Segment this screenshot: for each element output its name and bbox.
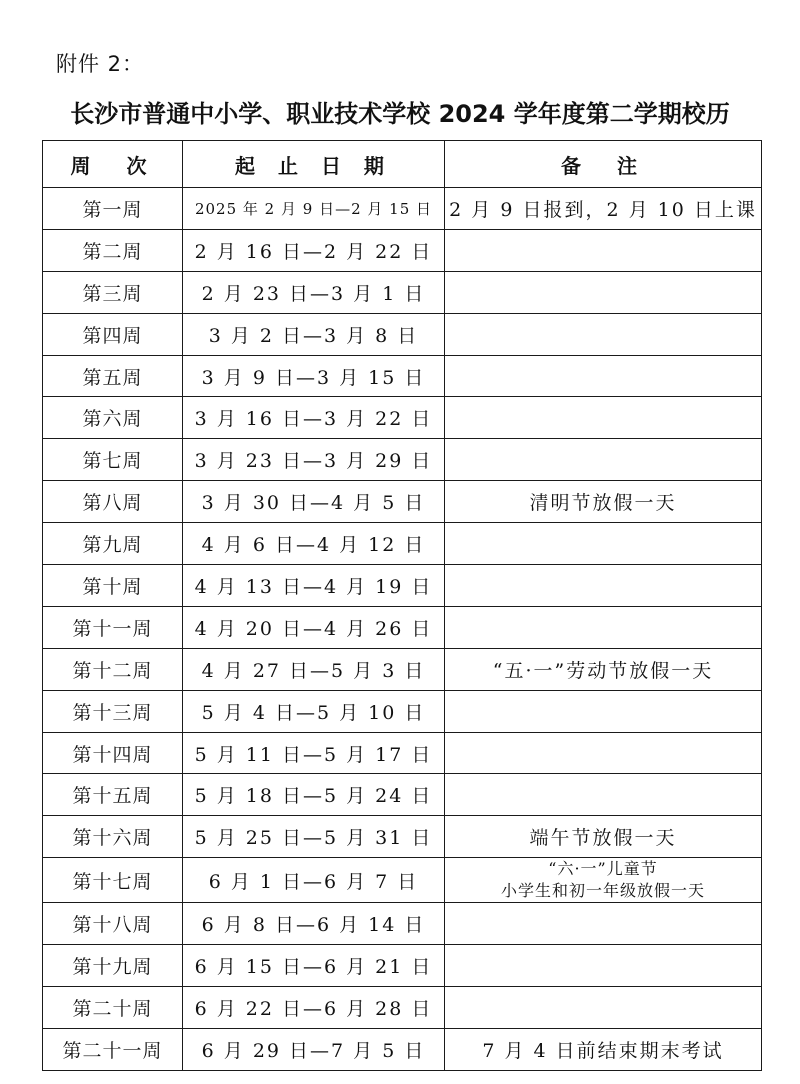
- note-cell: [445, 732, 762, 774]
- week-cell: 第十三周: [43, 690, 183, 732]
- week-cell: 第十八周: [43, 903, 183, 945]
- week-cell: 第六周: [43, 397, 183, 439]
- dates-cell: 6 月 15 日—6 月 21 日: [183, 945, 445, 987]
- table-row: [43, 565, 762, 607]
- dates-cell: 4 月 13 日—4 月 19 日: [183, 565, 445, 607]
- note-cell: “五·一”劳动节放假一天: [445, 648, 762, 690]
- week-cell: 第十二周: [43, 648, 183, 690]
- dates-cell: 3 月 30 日—4 月 5 日: [183, 481, 445, 523]
- dates-cell: 3 月 23 日—3 月 29 日: [183, 439, 445, 481]
- week-cell: 第三周: [43, 271, 183, 313]
- note-cell: 7 月 4 日前结束期末考试: [445, 1028, 762, 1070]
- dates-cell: 2 月 16 日—2 月 22 日: [183, 229, 445, 271]
- note-cell: [445, 313, 762, 355]
- note-line: “六·一”儿童节: [548, 859, 658, 879]
- dates-cell: 2 月 23 日—3 月 1 日: [183, 271, 445, 313]
- week-cell: 第二周: [43, 229, 183, 271]
- table-row: [43, 481, 762, 523]
- dates-cell: 6 月 29 日—7 月 5 日: [183, 1028, 445, 1070]
- week-cell: 第十五周: [43, 774, 183, 816]
- dates-cell: 5 月 18 日—5 月 24 日: [183, 774, 445, 816]
- table-row: [43, 271, 762, 313]
- table-row: [43, 188, 762, 230]
- dates-cell: 6 月 8 日—6 月 14 日: [183, 903, 445, 945]
- note-cell: [445, 690, 762, 732]
- week-cell: 第十一周: [43, 606, 183, 648]
- table-row: [43, 648, 762, 690]
- note-cell: [445, 229, 762, 271]
- week-cell: 第十六周: [43, 816, 183, 858]
- dates-cell: 5 月 25 日—5 月 31 日: [183, 816, 445, 858]
- table-row: [43, 1028, 762, 1070]
- table-header-row: [43, 141, 762, 188]
- dates-cell: 3 月 2 日—3 月 8 日: [183, 313, 445, 355]
- week-cell: 第四周: [43, 313, 183, 355]
- note-cell: [445, 987, 762, 1029]
- week-cell: 第十九周: [43, 945, 183, 987]
- attachment-label: 附件 2：: [56, 52, 145, 76]
- dates-cell: 3 月 9 日—3 月 15 日: [183, 355, 445, 397]
- week-cell: 第十四周: [43, 732, 183, 774]
- dates-cell: 6 月 1 日—6 月 7 日: [183, 858, 445, 903]
- note-cell: [445, 355, 762, 397]
- week-cell: 第七周: [43, 439, 183, 481]
- dates-cell: 4 月 20 日—4 月 26 日: [183, 606, 445, 648]
- note-cell: [445, 565, 762, 607]
- week-cell: 第一周: [43, 188, 183, 230]
- table-row: [43, 229, 762, 271]
- week-cell: 第十七周: [43, 858, 183, 903]
- note-cell: 端午节放假一天: [445, 816, 762, 858]
- note-cell: [445, 271, 762, 313]
- note-cell: [445, 774, 762, 816]
- dates-cell: 2025 年 2 月 9 日—2 月 15 日: [183, 188, 445, 230]
- table-body: [43, 188, 762, 1071]
- note-cell: 清明节放假一天: [445, 481, 762, 523]
- dates-cell: 4 月 6 日—4 月 12 日: [183, 523, 445, 565]
- table-row: [43, 945, 762, 987]
- note-cell: 2 月 9 日报到，2 月 10 日上课: [445, 188, 762, 230]
- dates-cell: 5 月 11 日—5 月 17 日: [183, 732, 445, 774]
- table-row: [43, 858, 762, 903]
- header-dates: 起 止 日 期: [183, 141, 445, 188]
- week-cell: 第二十周: [43, 987, 183, 1029]
- dates-cell: 5 月 4 日—5 月 10 日: [183, 690, 445, 732]
- school-calendar-table: [42, 140, 762, 1071]
- table-row: [43, 606, 762, 648]
- dates-cell: 4 月 27 日—5 月 3 日: [183, 648, 445, 690]
- table-row: [43, 523, 762, 565]
- table-row: [43, 355, 762, 397]
- note-cell: [445, 858, 762, 903]
- note-line: 小学生和初一年级放假一天: [500, 881, 705, 901]
- note-cell: [445, 397, 762, 439]
- week-cell: 第二十一周: [43, 1028, 183, 1070]
- document-title: 长沙市普通中小学、职业技术学校 2024 学年度第二学期校历: [70, 100, 730, 128]
- table-row: [43, 313, 762, 355]
- table-row: [43, 816, 762, 858]
- dates-cell: 3 月 16 日—3 月 22 日: [183, 397, 445, 439]
- note-cell: [445, 523, 762, 565]
- week-cell: 第八周: [43, 481, 183, 523]
- note-cell: [445, 439, 762, 481]
- dates-cell: 6 月 22 日—6 月 28 日: [183, 987, 445, 1029]
- table-row: [43, 774, 762, 816]
- note-cell: [445, 945, 762, 987]
- header-week: 周 次: [43, 141, 183, 188]
- table-row: [43, 903, 762, 945]
- table-row: [43, 439, 762, 481]
- table-row: [43, 732, 762, 774]
- table-row: [43, 397, 762, 439]
- table-row: [43, 987, 762, 1029]
- week-cell: 第五周: [43, 355, 183, 397]
- week-cell: 第十周: [43, 565, 183, 607]
- table-row: [43, 690, 762, 732]
- week-cell: 第九周: [43, 523, 183, 565]
- header-notes: 备 注: [445, 141, 762, 188]
- note-cell: [445, 903, 762, 945]
- note-cell: [445, 606, 762, 648]
